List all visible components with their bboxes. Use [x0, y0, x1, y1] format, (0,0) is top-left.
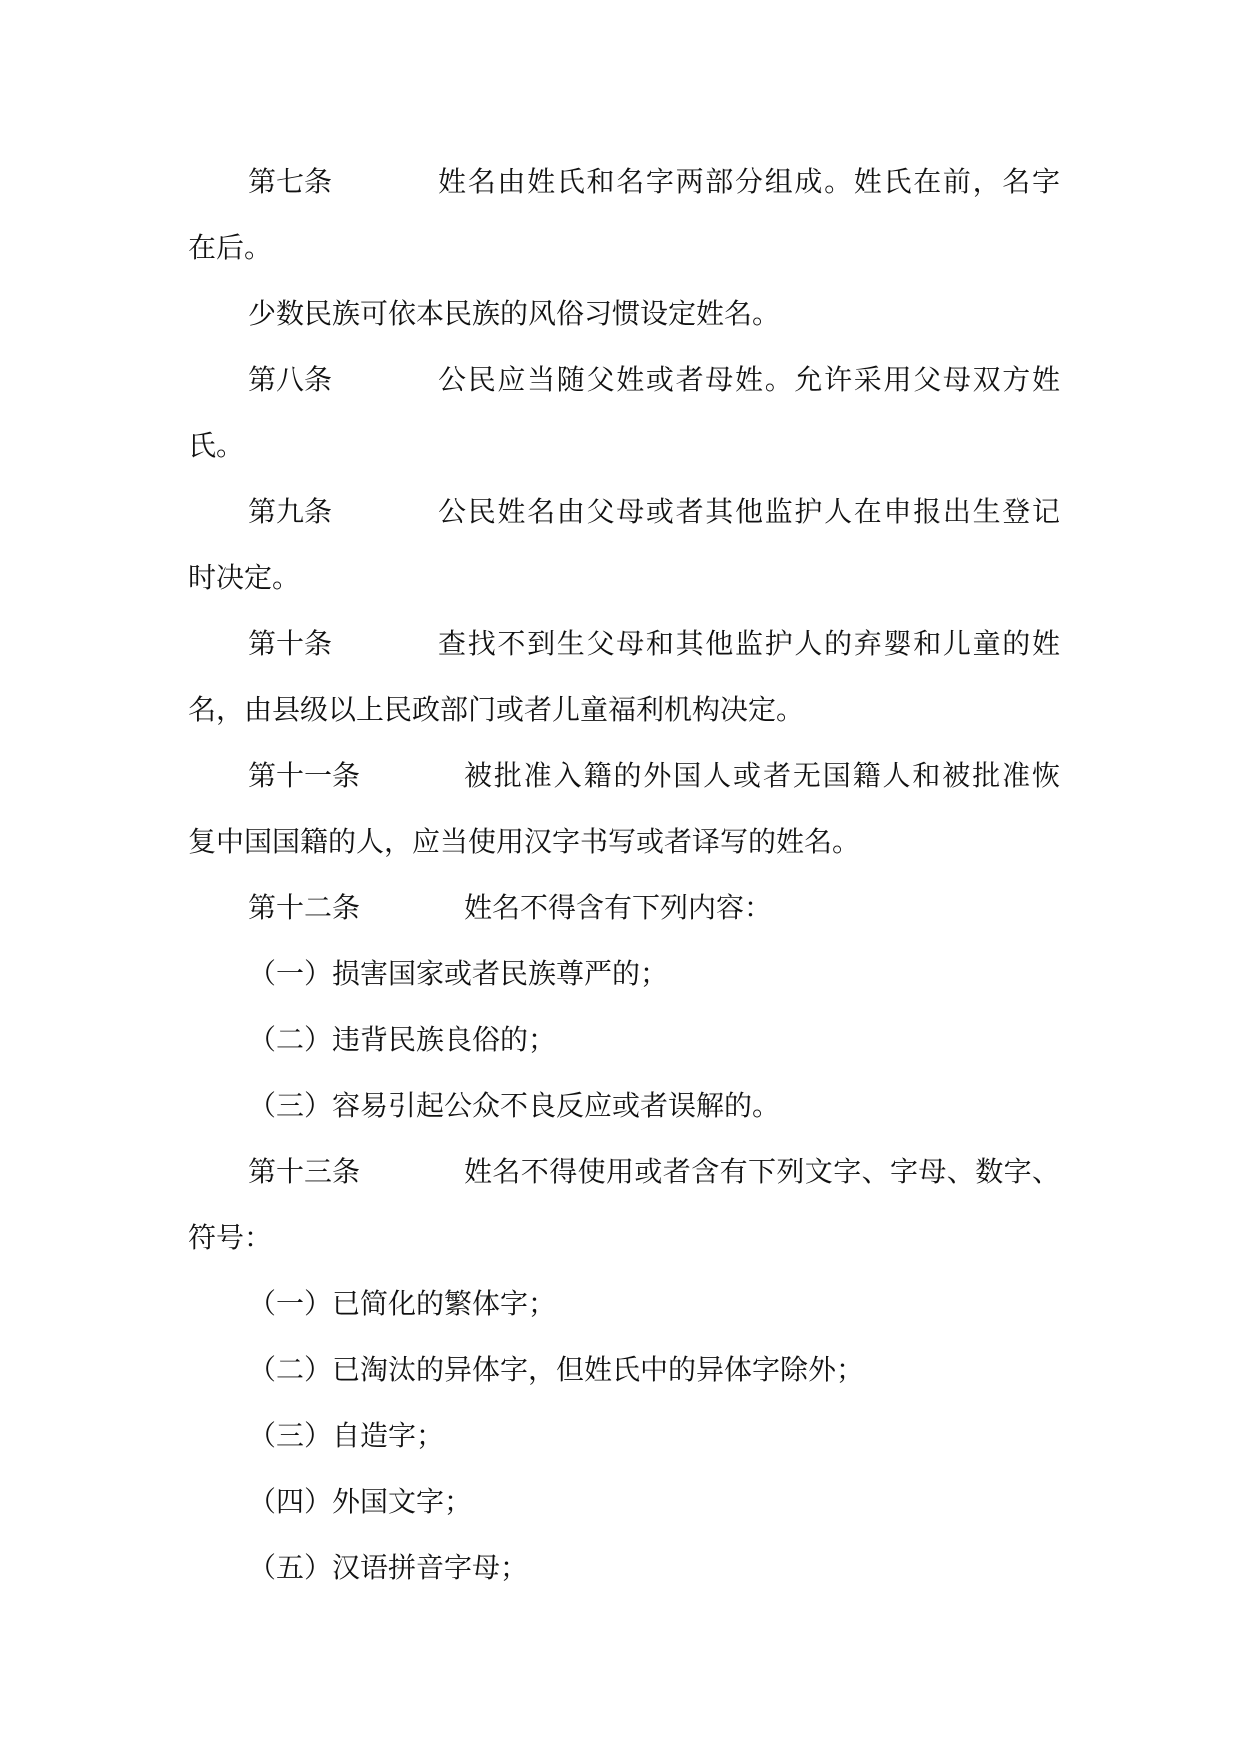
article-11-first-line	[188, 752, 1058, 818]
article-13-first-line	[188, 1148, 1058, 1214]
article-13-item-1: （一）已简化的繁体字；	[248, 1287, 557, 1320]
article-10-first-line	[188, 620, 1058, 686]
article-13-item-2: （二）已淘汰的异体字，但姓氏中的异体字除外；	[248, 1353, 865, 1386]
article-13-item-4: （四）外国文字；	[248, 1485, 473, 1518]
article-13-text-line1: 姓名不得使用或者含有下列文字、字母、数字、	[464, 1155, 1060, 1188]
article-12-text-line1: 姓名不得含有下列内容：	[464, 891, 773, 924]
article-12-heading: 第十二条	[248, 891, 361, 924]
article-7-para2-text: 少数民族可依本民族的风俗习惯设定姓名。	[248, 297, 781, 330]
article-11-text-line1: 被批准入籍的外国人或者无国籍人和被批准恢	[464, 759, 1060, 792]
article-13-item-3: （三）自造字；	[248, 1419, 445, 1452]
article-7-first-line	[188, 158, 1058, 224]
article-13-text-line2: 符号：	[188, 1221, 273, 1254]
article-13-item-5: （五）汉语拼音字母；	[248, 1551, 529, 1584]
article-11-heading: 第十一条	[248, 759, 361, 792]
article-12-item-1: （一）损害国家或者民族尊严的；	[248, 957, 669, 990]
article-11-text-line2: 复中国国籍的人，应当使用汉字书写或者译写的姓名。	[188, 825, 861, 858]
article-10-text-line2: 名，由县级以上民政部门或者儿童福利机构决定。	[188, 693, 805, 726]
article-9-text-line2: 时决定。	[188, 561, 301, 594]
article-8-text-line1: 公民应当随父姓或者母姓。允许采用父母双方姓	[438, 363, 1060, 396]
article-7-text-line1: 姓名由姓氏和名字两部分组成。姓氏在前，名字	[438, 165, 1060, 198]
article-12-item-3: （三）容易引起公众不良反应或者误解的。	[248, 1089, 781, 1122]
article-10-text-line1: 查找不到生父母和其他监护人的弃婴和儿童的姓	[438, 627, 1060, 660]
article-7-paragraph-2	[188, 290, 1058, 356]
article-9-heading: 第九条	[248, 495, 333, 528]
article-13-heading: 第十三条	[248, 1155, 361, 1188]
article-8-second-line	[188, 422, 1058, 488]
article-9-second-line	[188, 554, 1058, 620]
article-13-second-line	[188, 1214, 1058, 1280]
article-10-heading: 第十条	[248, 627, 333, 660]
article-7-heading: 第七条	[248, 165, 333, 198]
article-12-first-line	[188, 884, 1058, 950]
article-11-second-line	[188, 818, 1058, 884]
article-10-second-line	[188, 686, 1058, 752]
article-8-first-line	[188, 356, 1058, 422]
article-8-text-line2: 氏。	[188, 429, 245, 462]
article-9-first-line	[188, 488, 1058, 554]
document-body	[188, 158, 1058, 1610]
article-12-item-2: （二）违背民族良俗的；	[248, 1023, 557, 1056]
article-9-text-line1: 公民姓名由父母或者其他监护人在申报出生登记	[438, 495, 1060, 528]
article-8-heading: 第八条	[248, 363, 333, 396]
article-7-text-line2: 在后。	[188, 231, 273, 264]
article-7-second-line	[188, 224, 1058, 290]
